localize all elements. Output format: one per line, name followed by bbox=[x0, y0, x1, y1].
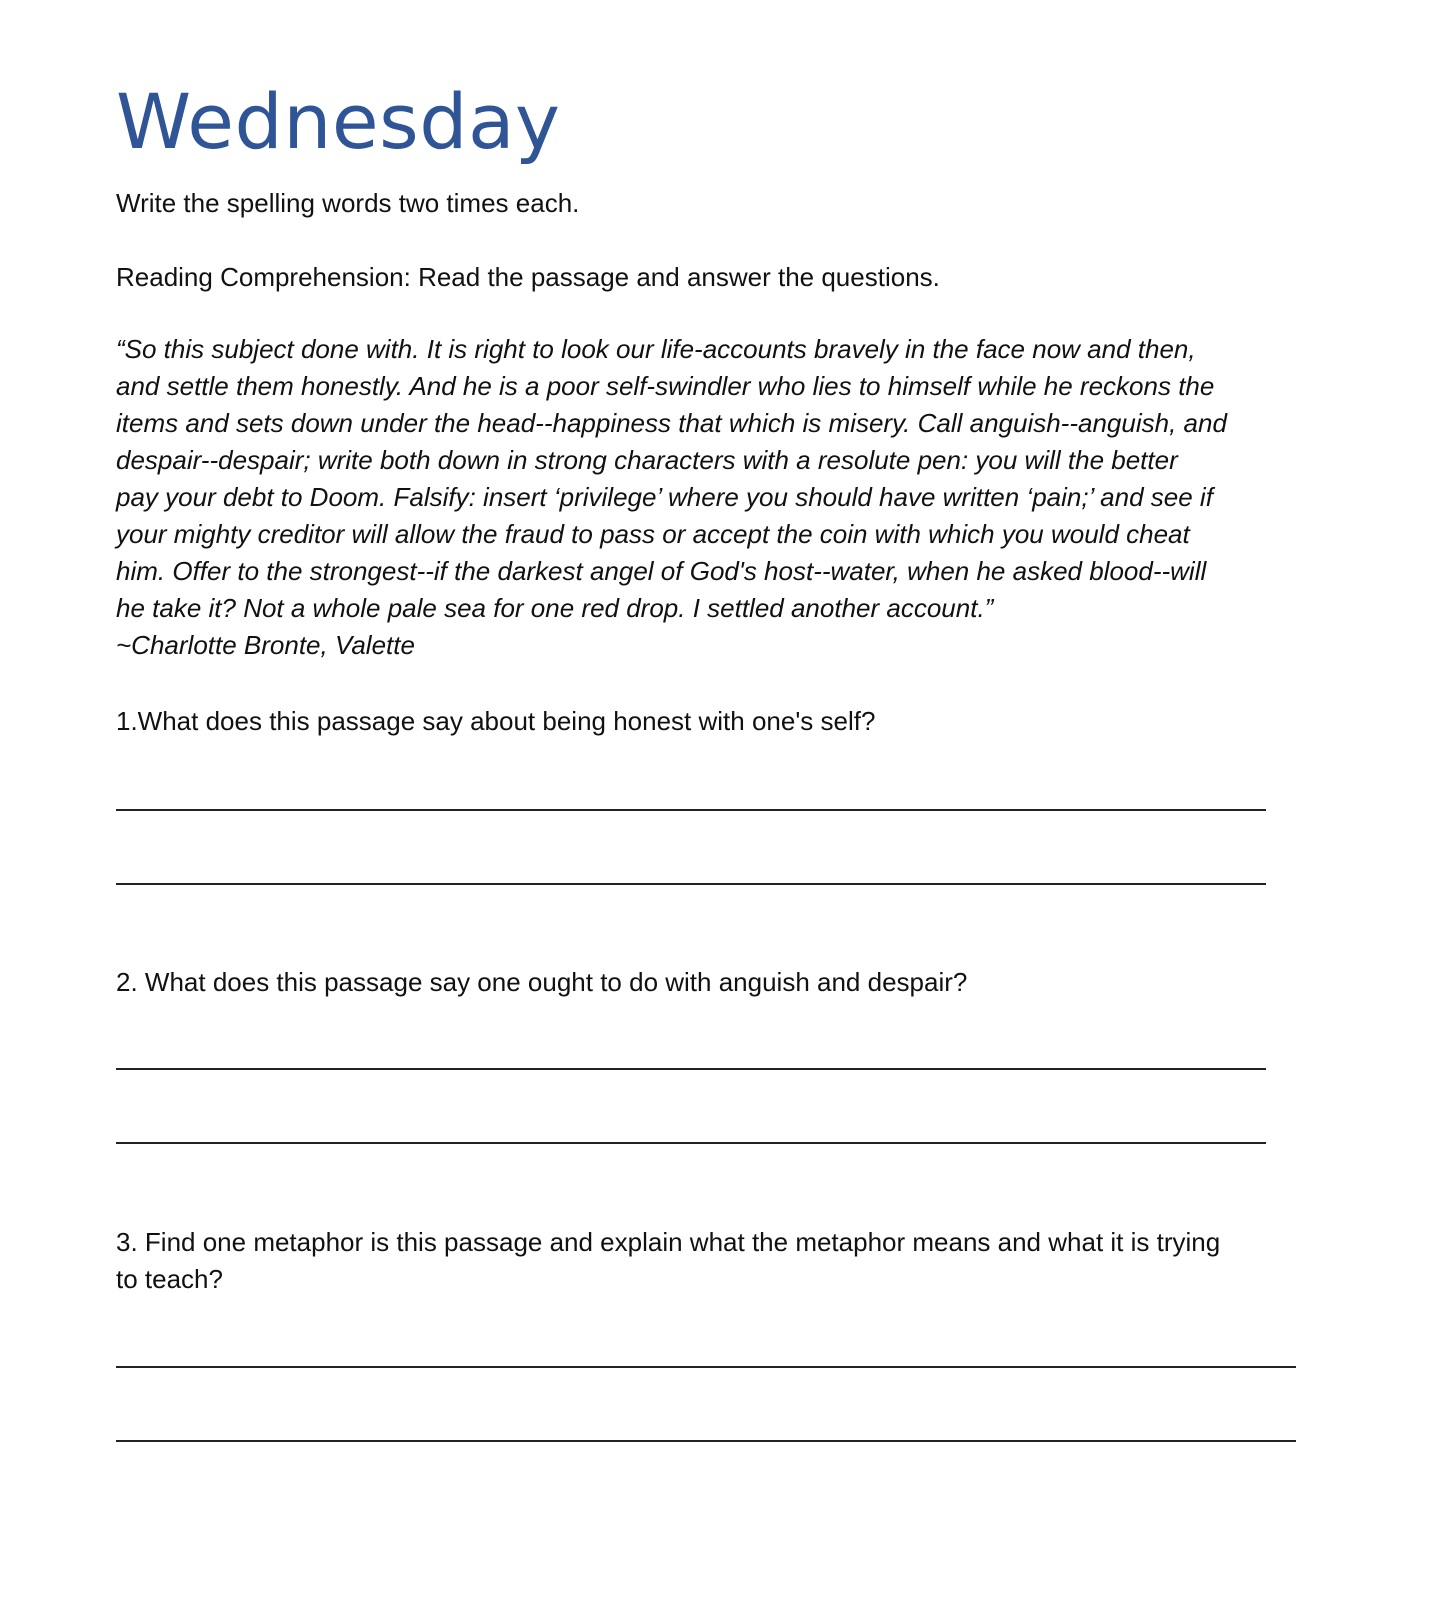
passage-line: “So this subject done with. It is right to look our life-accounts bravely in the face now and then, bbox=[116, 334, 1196, 364]
question-3-continued: to teach? bbox=[116, 1264, 223, 1294]
question-1: 1.What does this passage say about being honest with one's self? bbox=[116, 706, 876, 736]
answer-line-3a[interactable] bbox=[116, 1366, 1296, 1368]
reading-instruction: Reading Comprehension: Read the passage and answer the questions. bbox=[116, 262, 940, 292]
passage-line: pay your debt to Doom. Falsify: insert ‘privilege’ where you should have written ‘pain;’ and see if bbox=[116, 482, 1213, 512]
passage-line: items and sets down under the head--happiness that which is misery. Call anguish--anguish, and bbox=[116, 408, 1227, 438]
answer-line-1b[interactable] bbox=[116, 883, 1266, 885]
answer-line-1a[interactable] bbox=[116, 809, 1266, 811]
passage-line: your mighty creditor will allow the fraud to pass or accept the coin with which you would cheat bbox=[116, 519, 1190, 549]
answer-line-2a[interactable] bbox=[116, 1068, 1266, 1070]
quoted-passage bbox=[116, 331, 1227, 664]
passage-line: him. Offer to the strongest--if the darkest angel of God's host--water, when he asked blood--will bbox=[116, 556, 1207, 586]
page-title: Wednesday bbox=[116, 77, 561, 166]
answer-line-3b[interactable] bbox=[116, 1440, 1296, 1442]
answer-line-2b[interactable] bbox=[116, 1142, 1266, 1144]
spelling-instruction: Write the spelling words two times each. bbox=[116, 188, 580, 218]
question-2: 2. What does this passage say one ought to do with anguish and despair? bbox=[116, 967, 968, 997]
passage-line: and settle them honestly. And he is a poor self-swindler who lies to himself while he reckons the bbox=[116, 371, 1215, 401]
passage-line: he take it? Not a whole pale sea for one red drop. I settled another account.” bbox=[116, 593, 994, 623]
question-3: 3. Find one metaphor is this passage and explain what the metaphor means and what it is trying bbox=[116, 1227, 1221, 1257]
passage-attribution: ~Charlotte Bronte, Valette bbox=[116, 630, 415, 660]
passage-line: despair--despair; write both down in strong characters with a resolute pen: you will the better bbox=[116, 445, 1178, 475]
